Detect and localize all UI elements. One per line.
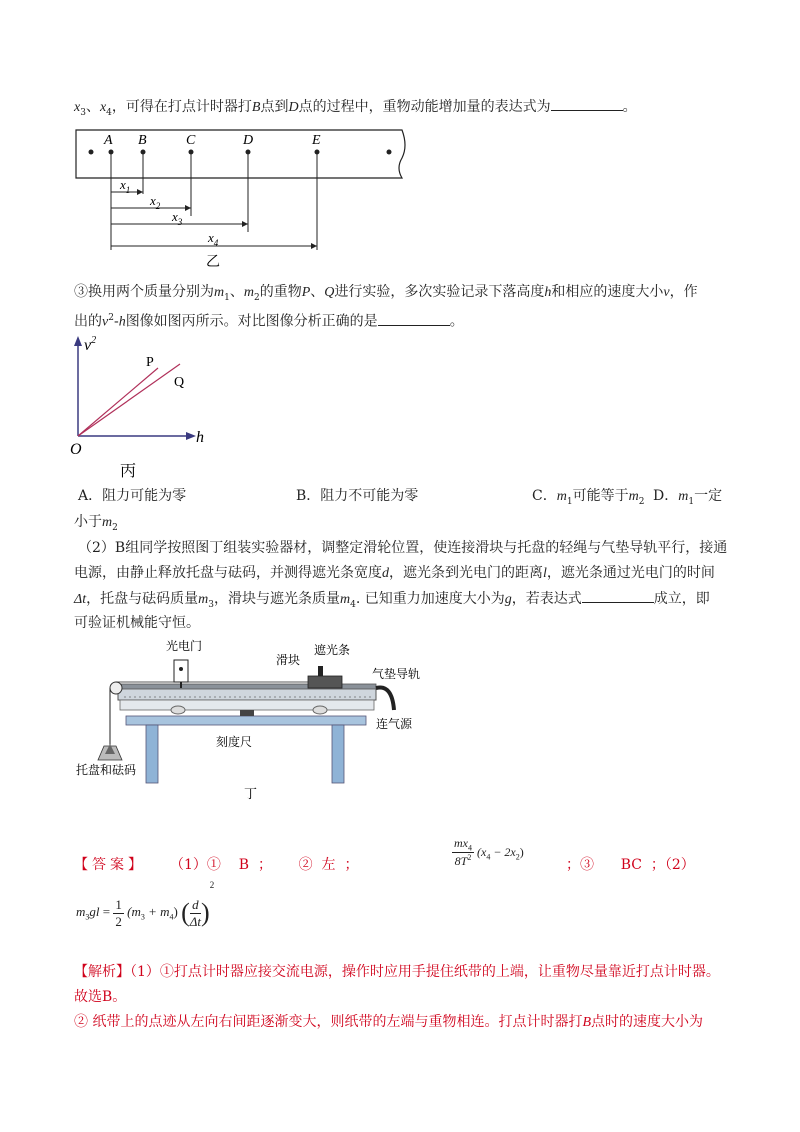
- part2-line1: （2）B组同学按照图丁组装实验器材，调整定滑轮位置，使连接滑块与托盘的轻绳与气垫导轨平行，接通: [78, 540, 728, 556]
- option-d: D．$m_1$一定: [653, 488, 723, 507]
- dim-x2: $x_2$: [150, 193, 161, 211]
- label-slider: 滑块: [276, 653, 301, 667]
- paper-tape-figure: [76, 128, 416, 268]
- answer-expression-fraction: $\frac{mx_4}{8T^2}$ $(x_4 - 2x_2)$: [454, 836, 524, 869]
- axis-y-label: $v^2$: [84, 335, 97, 354]
- line-q: [78, 364, 180, 436]
- answer-label: 【答案】: [74, 857, 146, 873]
- question-3-line2: 出的$v^2-h$图像如图丙所示。对比图像分析正确的是 。: [74, 308, 464, 333]
- para-expression-question: $x_3$、$x_4$，可得在打点计时器打B点到D点的过程中，重物动能增加量的表达式为 。: [74, 96, 637, 123]
- answer-equation: $m_3gl$ = $\frac{1}{2}$ $(m_3 + m_4)$ ( $\frac{d}{\Delta t}$ )$^2$: [76, 880, 215, 929]
- graph-caption: 丙: [120, 461, 137, 480]
- answer-part3: ；③ BC ；（2）: [566, 857, 695, 873]
- label-tray: 托盘和砝码: [76, 763, 137, 777]
- answer-blank: [378, 311, 450, 326]
- option-b: B．阻力不可能为零: [296, 488, 419, 504]
- analysis-line2: 故选B。: [74, 989, 127, 1005]
- origin-label: O: [70, 441, 82, 458]
- v2-h-graph: [70, 330, 220, 480]
- tape-label-a: A: [104, 133, 113, 148]
- analysis-line3: ② 纸带上的点迹从左向右间距逐渐变大，则纸带的左端与重物相连。打点计时器打B点时的速度大小为: [74, 1014, 704, 1030]
- part2-line4: 可验证机械能守恒。: [74, 615, 200, 631]
- tape-label-e: E: [312, 133, 321, 148]
- line-p: [78, 368, 158, 436]
- part2-line3: Δt，托盘与砝码质量$m_3$，滑块与遮光条质量$m_4$. 已知重力加速度大小为g，若表达式 成立，即: [74, 588, 710, 615]
- label-photogate: 光电门: [166, 639, 203, 653]
- analysis-line1: 【解析】（1）①打点计时器应接交流电源，操作时应用手提住纸带的上端，让重物尽量靠近打点计时器。: [74, 964, 720, 980]
- axis-x-label: h: [196, 429, 204, 446]
- label-track: 气垫导轨: [372, 667, 421, 681]
- tape-label-b: B: [138, 133, 147, 148]
- tape-label-c: C: [186, 133, 196, 148]
- answer-blank: [582, 588, 654, 603]
- answer-part1: （1）① B ； ② 左 ；: [170, 857, 359, 873]
- label-air-source: 连气源: [376, 717, 413, 731]
- option-d-cont: 小于$m_2$: [74, 514, 118, 533]
- dim-x1: $x_1$: [120, 177, 131, 195]
- question-3-line1: ③换用两个质量分别为$m_1$、$m_2$的重物P、Q进行实验，多次实验记录下落高度h和相应的速度大小v，作: [74, 284, 698, 303]
- label-ruler: 刻度尺: [216, 735, 253, 749]
- tape-label-d: D: [243, 133, 254, 148]
- dim-x3: $x_3$: [172, 209, 183, 227]
- line-p-label: P: [146, 355, 154, 370]
- tape-caption: 乙: [206, 254, 220, 270]
- part2-line2: 电源，由静止释放托盘与砝码，并测得遮光条宽度d，遮光条到光电门的距离l，遮光条通过光电门的时间: [74, 565, 715, 581]
- apparatus-caption: 丁: [244, 787, 258, 802]
- air-track-apparatus: [76, 638, 436, 808]
- dim-x4: $x_4$: [208, 230, 219, 248]
- option-c: C．$m_1$可能等于$m_2$: [532, 488, 645, 507]
- line-q-label: Q: [174, 375, 185, 390]
- label-shade: 遮光条: [314, 643, 351, 657]
- option-a: A．阻力可能为零: [78, 488, 187, 504]
- answer-blank: [551, 96, 623, 111]
